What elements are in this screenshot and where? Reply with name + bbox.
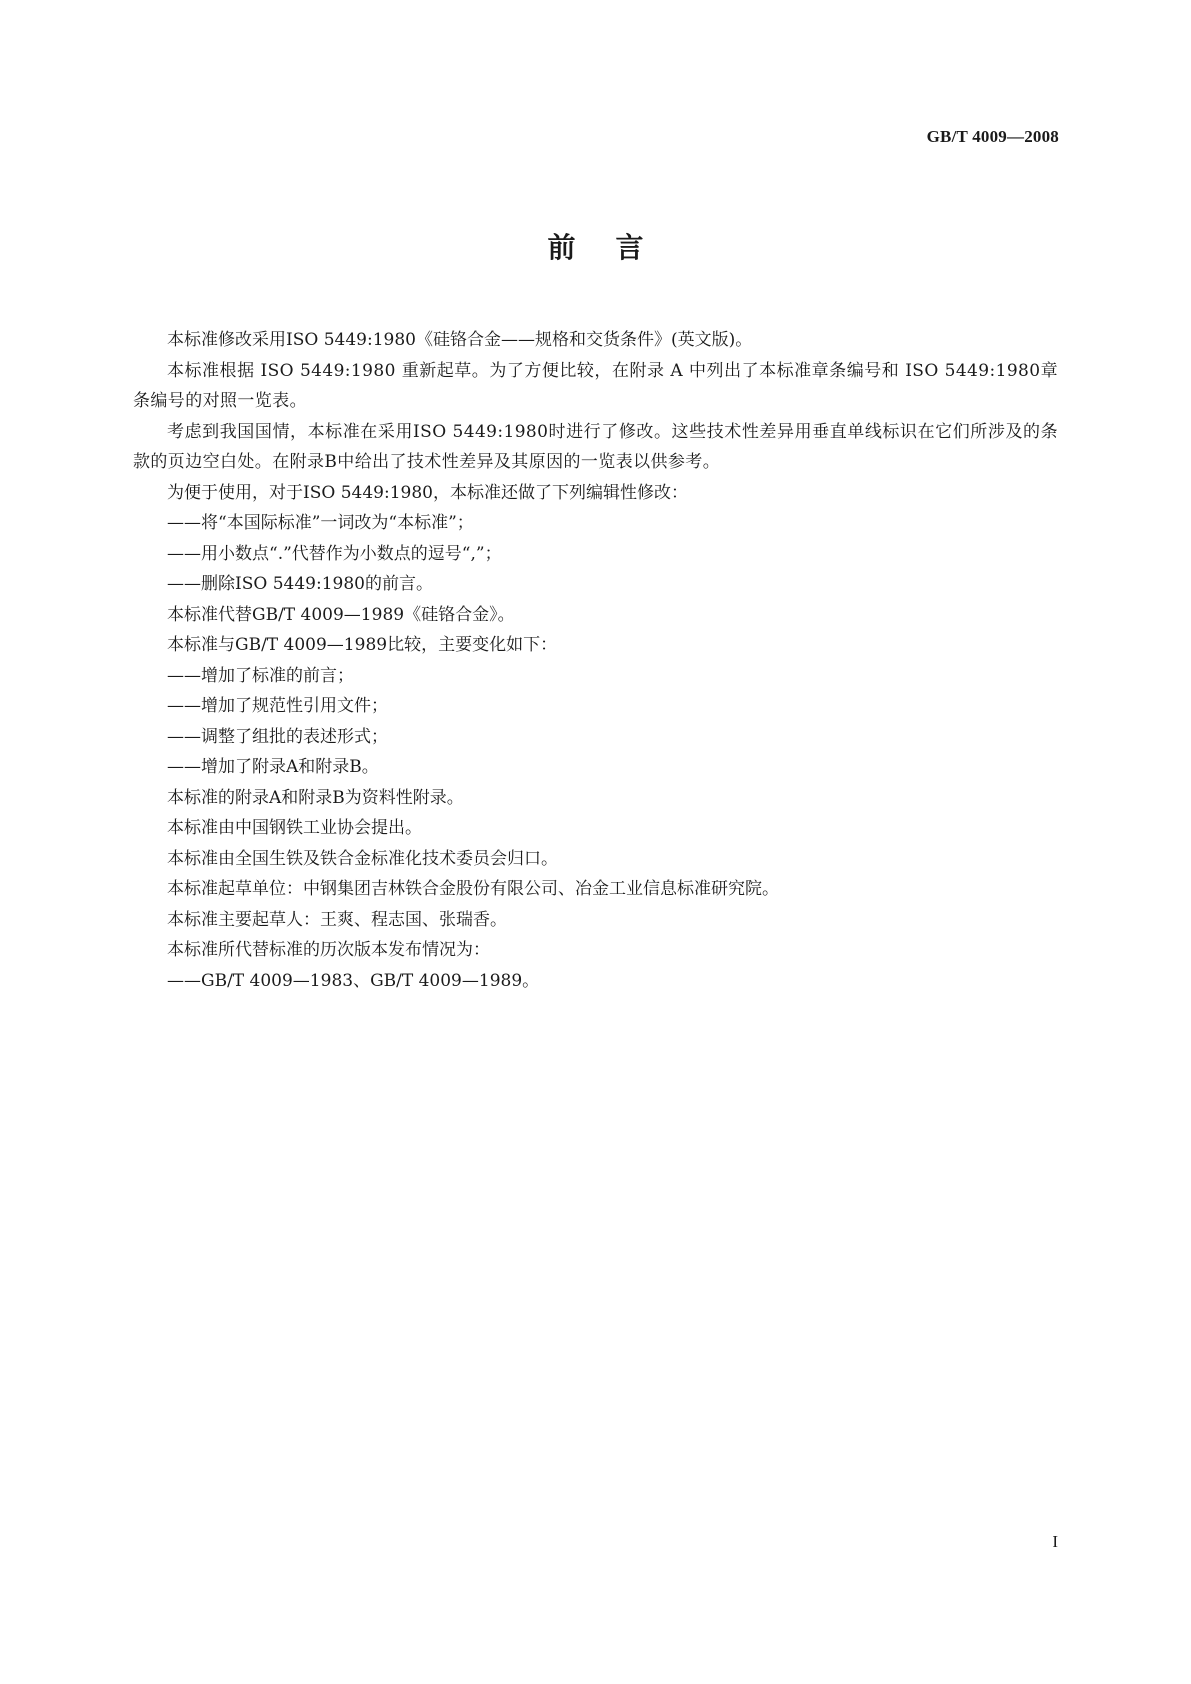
paragraph-annexes: 本标准的附录A和附录B为资料性附录。 [167, 787, 464, 808]
paragraph-replaces: 本标准代替GB/T 4009—1989《硅铬合金》。 [167, 604, 515, 625]
paragraph-adoption: 本标准修改采用ISO 5449:1980《硅铬合金——规格和交货条件》(英文版)。 [167, 330, 753, 350]
paragraph-drafters: 本标准主要起草人：王爽、程志国、张瑞香。 [167, 909, 507, 930]
list-item-editorial-3: ——删除ISO 5449:1980的前言。 [167, 574, 433, 594]
paragraph-proposed-by: 本标准由中国钢铁工业协会提出。 [167, 818, 422, 838]
paragraph-drafting-units: 本标准起草单位：中钢集团吉林铁合金股份有限公司、冶金工业信息标准研究院。 [167, 879, 779, 899]
list-item-change-2: ——增加了规范性引用文件； [167, 696, 388, 716]
list-item-editorial-1: ——将“本国际标准”一词改为“本标准”； [167, 513, 474, 533]
paragraph-technical-deviations: 考虑到我国国情，本标准在采用ISO 5449:1980时进行了修改。这些技术性差异用垂直单线标识在它们所涉及的条款的页边空白处。在附录B中给出了技术性差异及其原因的一览表以供参考。 [133, 421, 1058, 472]
standard-code-header: GB/T 4009—2008 [926, 127, 1059, 146]
paragraph-under-jurisdiction: 本标准由全国生铁及铁合金标准化技术委员会归口。 [167, 848, 558, 869]
page-title: 前言 [547, 231, 684, 264]
paragraph-editorial-intro: 为便于使用，对于ISO 5449:1980，本标准还做了下列编辑性修改： [167, 482, 688, 503]
list-item-editorial-2: ——用小数点“.”代替作为小数点的逗号“,”； [167, 543, 502, 564]
list-item-change-1: ——增加了标准的前言； [167, 665, 354, 686]
list-item-history: ——GB/T 4009—1983、GB/T 4009—1989。 [167, 970, 540, 991]
list-item-change-4: ——增加了附录A和附录B。 [167, 757, 379, 777]
page-number: I [1052, 1532, 1058, 1551]
paragraph-history-intro: 本标准所代替标准的历次版本发布情况为： [167, 940, 490, 960]
list-item-change-3: ——调整了组批的表述形式； [167, 726, 388, 747]
paragraph-redrafting: 本标准根据 ISO 5449:1980 重新起草。为了方便比较，在附录 A 中列出了本标准章条编号和 ISO 5449:1980章条编号的对照一览表。 [133, 360, 1058, 411]
paragraph-changes-intro: 本标准与GB/T 4009—1989比较，主要变化如下： [167, 635, 558, 655]
preface-body [133, 325, 1058, 996]
